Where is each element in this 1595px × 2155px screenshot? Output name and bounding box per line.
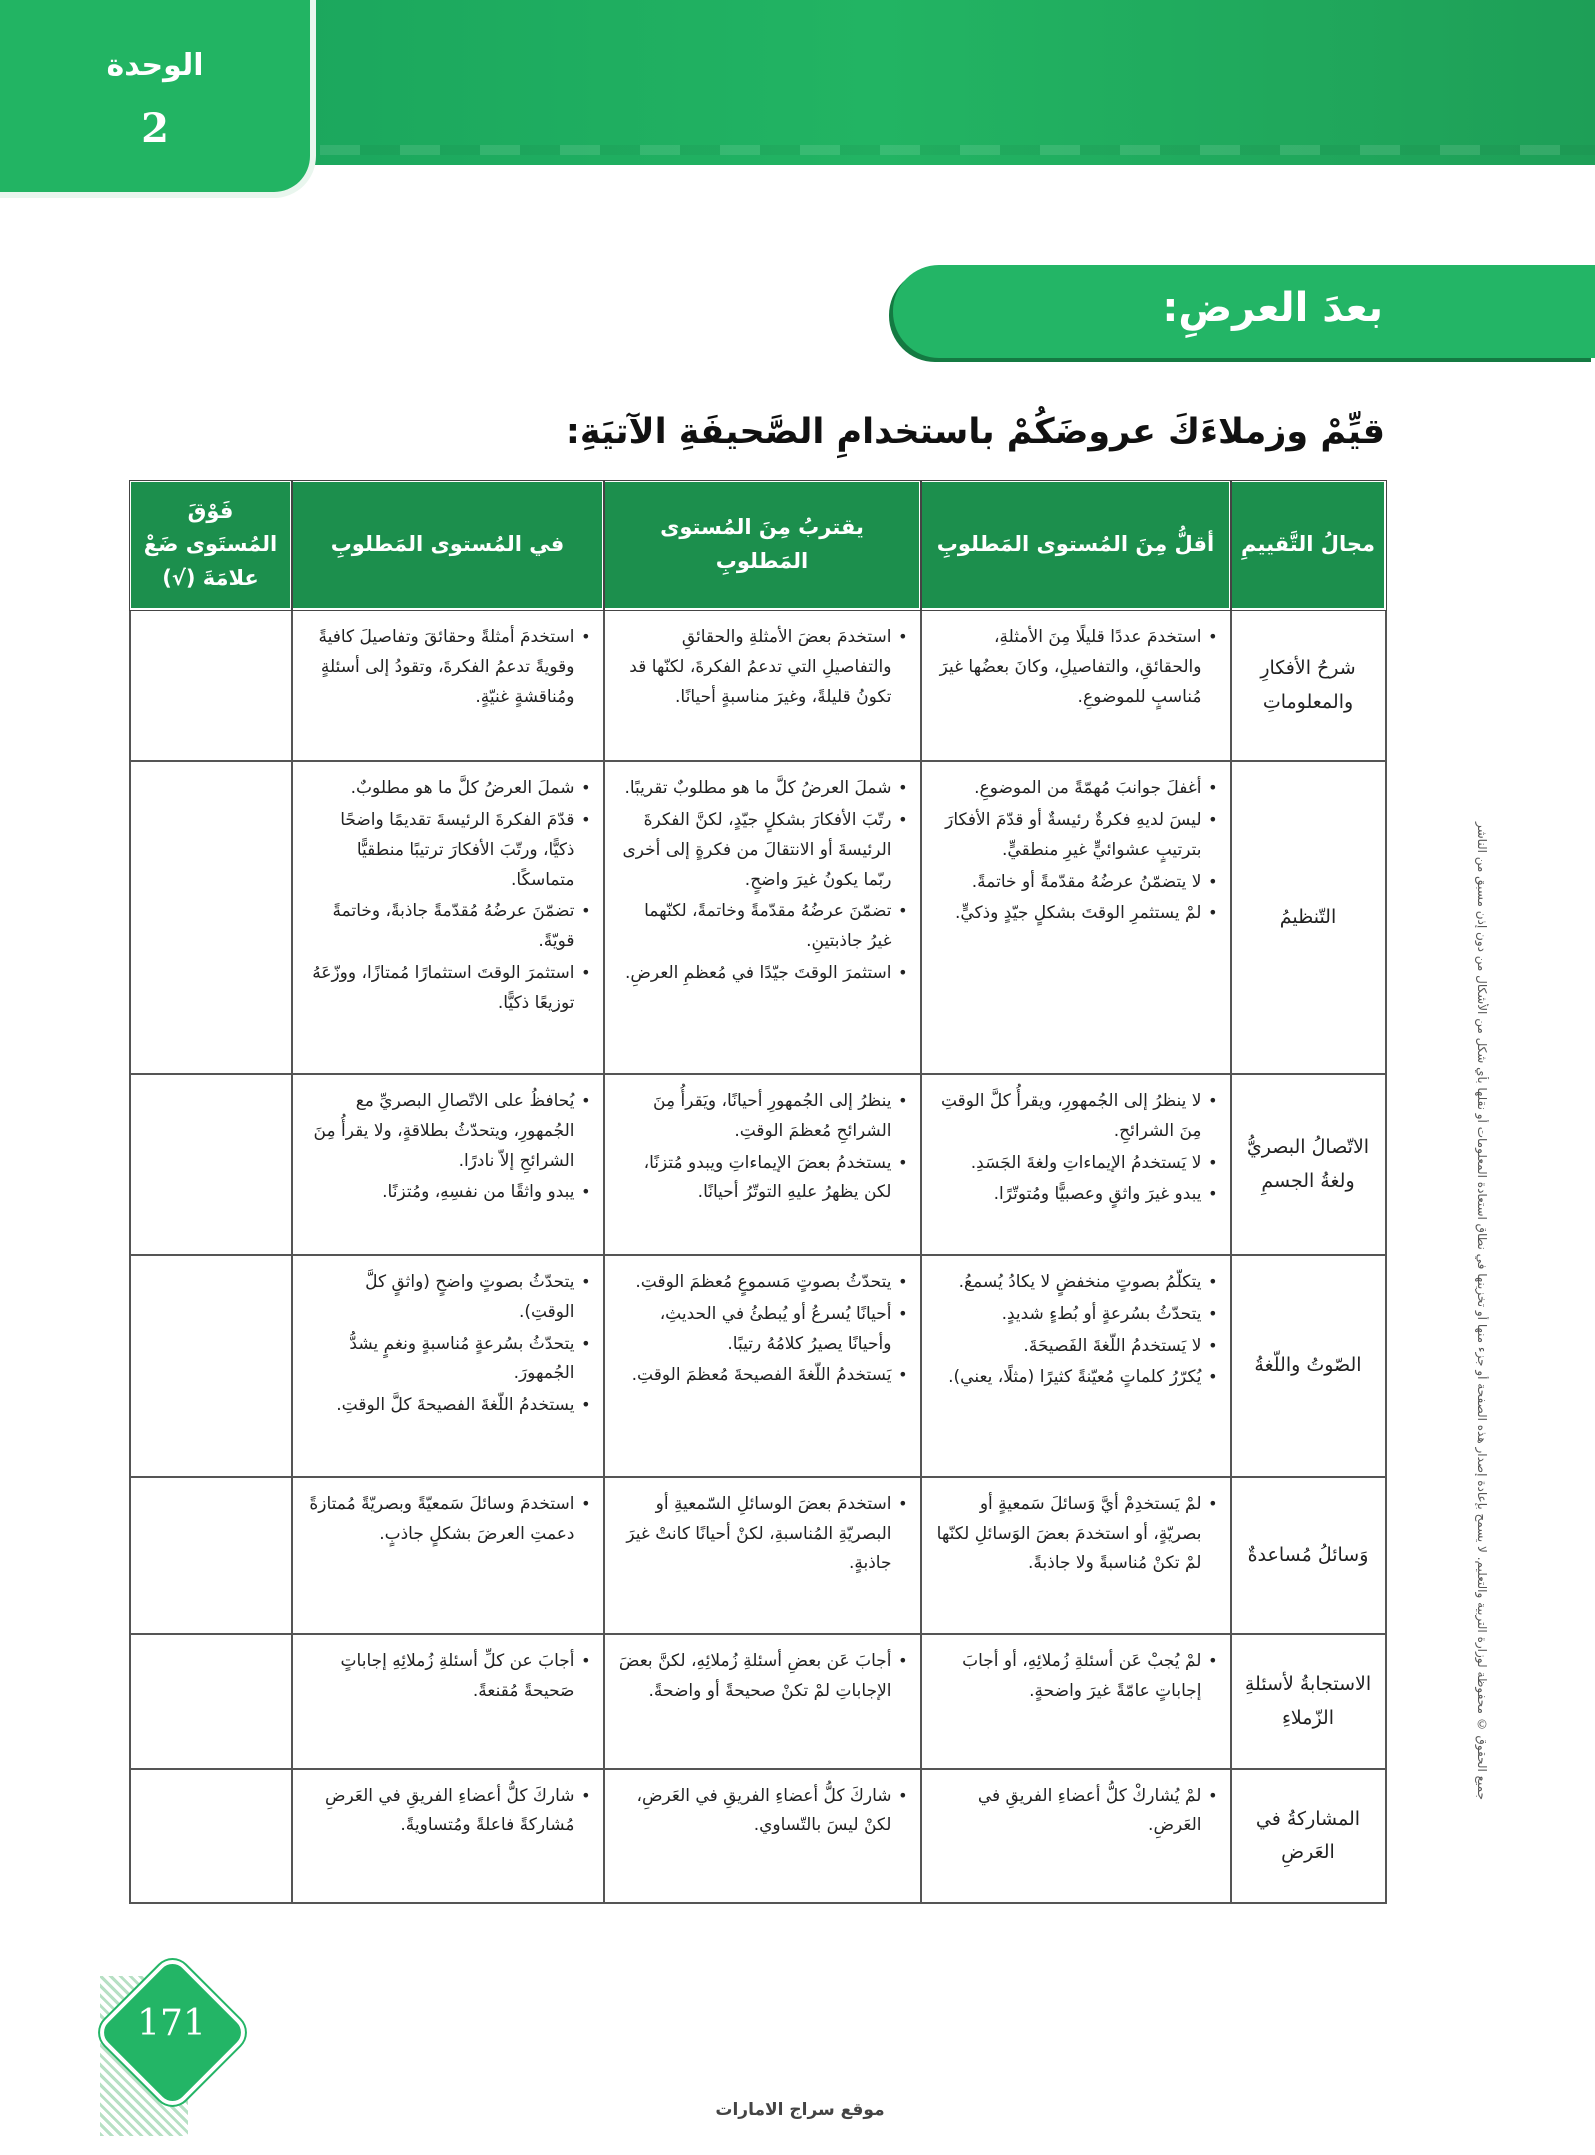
header-stripes: [320, 145, 1595, 155]
criteria-list: [617, 1782, 908, 1842]
criteria-item: • استخدمَ أمثلةً وحقائقَ وتفاصيلَ كافيةً وقويةً تدعمُ الفكرةَ، وتقودُ إلى أسئلةٍ ومُناقشةٍ غنيّةٍ.: [305, 623, 575, 712]
criteria-cell-below: [921, 610, 1231, 762]
criteria-item: • ليسَ لديهِ فكرةٌ رئيسةٌ أو قدّمَ الأفكارَ بترتيبٍ عشوائيٍّ غيرِ منطقيٍّ.: [934, 806, 1202, 866]
criteria-list: [617, 1647, 908, 1707]
criteria-item: • استخدمَ بعضَ الأمثلةِ والحقائقِ والتفاصيلِ التي تدعمُ الفكرةَ، لكنّها قد تكونُ قليلةً، وغيرَ مناسبةٍ أحيانًا.: [617, 623, 892, 712]
criteria-list: [617, 774, 908, 988]
criteria-item: • يبدو واثقًا من نفسِهِ، ومُتزنًا.: [305, 1178, 575, 1208]
criteria-list: [934, 1087, 1218, 1210]
criteria-item: • شاركَ كلُّ أعضاءِ الفريقِ في العَرضِ مُشاركةً فاعلةً ومُتساويةً.: [305, 1782, 575, 1842]
unit-label: الوحدة: [106, 48, 204, 83]
criteria-list: [617, 1490, 908, 1579]
table-row: [130, 1634, 1386, 1768]
criteria-cell-at: [292, 1634, 604, 1768]
checkmark-cell[interactable]: [130, 1769, 292, 1903]
domain-cell: وَسائلُ مُساعدةٌ: [1231, 1477, 1386, 1635]
header-above: فَوْقَ المُستَوى ضَعْ علامَةَ (√): [130, 481, 292, 610]
criteria-list: [617, 1087, 908, 1208]
criteria-cell-at: [292, 1477, 604, 1635]
criteria-list: [305, 1782, 591, 1842]
instruction-heading: قيِّمْ وزملاءَكَ عروضَكُمْ باستخدامِ الصَّحيفَةِ الآتيَةِ:: [565, 412, 1385, 452]
criteria-cell-near: [604, 1477, 921, 1635]
domain-cell: الاتّصالُ البصريُّ ولغةُ الجسمِ: [1231, 1074, 1386, 1255]
criteria-item: • يُحافظُ على الاتّصالِ البصريِّ مع الجُمهورِ، ويتحدّثُ بطلاقةٍ، ولا يقرأُ مِنَ الشرائحِ إلاّ نادرًا.: [305, 1087, 575, 1176]
criteria-item: • أغفلَ جوانبَ مُهمّةً من الموضوعِ.: [934, 774, 1202, 804]
criteria-item: • لمْ يُجبْ عَن أسئلةِ زُملائِهِ، أو أجابَ إجاباتٍ عامّةً غيرَ واضحةٍ.: [934, 1647, 1202, 1707]
criteria-item: • لا يَستخدمُ الإيماءاتِ ولغةَ الجَسَدِ.: [934, 1149, 1202, 1179]
criteria-item: • يستخدمُ بعضَ الإيماءاتِ ويبدو مُتزنًا، لكن يظهرُ عليهِ التوتّرُ أحيانًا.: [617, 1149, 892, 1209]
criteria-cell-near: [604, 1769, 921, 1903]
domain-cell: الاستجابةُ لأسئلةِ الزّملاءِ: [1231, 1634, 1386, 1768]
criteria-item: • شملَ العرضُ كلَّ ما هو مطلوبٌ.: [305, 774, 575, 804]
section-banner: [893, 265, 1595, 358]
criteria-item: • قدّمَ الفكرةَ الرئيسةَ تقديمًا واضحًا ذكيًّا، ورتّبَ الأفكارَ ترتيبًا منطقيًّا متماسكًا.: [305, 806, 575, 895]
criteria-list: [934, 1647, 1218, 1707]
criteria-item: • ينظرُ إلى الجُمهورِ أحيانًا، ويَقرأُ مِنَ الشرائحِ مُعظمَ الوقتِ.: [617, 1087, 892, 1147]
criteria-cell-near: [604, 1255, 921, 1477]
checkmark-cell[interactable]: [130, 610, 292, 762]
checkmark-cell[interactable]: [130, 761, 292, 1074]
table-row: [130, 1255, 1386, 1477]
criteria-list: [934, 774, 1218, 929]
criteria-list: [617, 1268, 908, 1391]
criteria-item: • تضمّنَ عرضُهُ مقدّمةً وخاتمةً، لكنّهما غيرُ جاذبتينِ.: [617, 897, 892, 957]
criteria-cell-below: [921, 1769, 1231, 1903]
criteria-item: • يَستخدمُ اللّغةَ الفصيحةَ مُعظمَ الوقتِ.: [617, 1361, 892, 1391]
copyright-side-note: جميع الحقوق © محفوظة لوزارة التربية والتعليم. لا يسمح بإعادة إصدار هذه الصفحة أو جزء منها أو تخزينها في نطاق استعادة المعلومات أو نقلها بأي شكل من الأشكال من دون إذن مسبق من الناشر: [1475, 822, 1489, 1800]
criteria-cell-below: [921, 1074, 1231, 1255]
criteria-item: • لا يتضمّنُ عرضُهُ مقدّمةً أو خاتمةً.: [934, 868, 1202, 898]
criteria-item: • استثمرَ الوقتَ جيّدًا في مُعظمِ العرضِ.: [617, 959, 892, 989]
table-row: [130, 1477, 1386, 1635]
criteria-item: • لا يَستخدمُ اللّغةَ الفَصيحَةَ.: [934, 1332, 1202, 1362]
table-row: [130, 761, 1386, 1074]
criteria-cell-below: [921, 761, 1231, 1074]
header-at: في المُستوى المَطلوبِ: [292, 481, 604, 610]
criteria-list: [934, 1268, 1218, 1393]
criteria-item: • أجابَ عَن بعضِ أسئلةِ زُملائِهِ، لكنَّ بعضَ الإجاباتِ لمْ تكنْ صحيحةً أو واضحةً.: [617, 1647, 892, 1707]
criteria-cell-below: [921, 1255, 1231, 1477]
table-row: [130, 1769, 1386, 1903]
criteria-item: • استخدمَ عددًا قليلًا مِنَ الأمثلةِ، والحقائقِ، والتفاصيلِ، وكانَ بعضُها غيرَ مُناسبٍ للموضوعِ.: [934, 623, 1202, 712]
criteria-cell-near: [604, 610, 921, 762]
criteria-item: • أجابَ عن كلِّ أسئلةِ زُملائِهِ إجاباتٍ صَحيحةً مُقنعةً.: [305, 1647, 575, 1707]
criteria-cell-at: [292, 1074, 604, 1255]
criteria-item: • يتحدّثُ بصوتٍ مَسموعٍ مُعظمَ الوقتِ.: [617, 1268, 892, 1298]
criteria-item: • يتحدّثُ بسُرعةٍ مُناسبةٍ ونغمٍ يشدُّ الجُمهورَ.: [305, 1330, 575, 1390]
criteria-cell-near: [604, 1074, 921, 1255]
checkmark-cell[interactable]: [130, 1477, 292, 1635]
criteria-item: • لمْ يستثمرِ الوقتَ بشكلٍ جيّدٍ وذكيٍّ.: [934, 899, 1202, 929]
unit-number: 2: [141, 105, 169, 152]
checkmark-cell[interactable]: [130, 1634, 292, 1768]
criteria-item: • يتكلّمُ بصوتٍ منخفضٍ لا يكادُ يُسمعُ.: [934, 1268, 1202, 1298]
checkmark-cell[interactable]: [130, 1074, 292, 1255]
criteria-item: • استخدمَ وسائلَ سَمعيّةً وبصريّةً مُمتازةً دعمتِ العرضَ بشكلٍ جاذبٍ.: [305, 1490, 575, 1550]
criteria-list: [305, 1490, 591, 1550]
criteria-item: • يتحدّثُ بسُرعةٍ أو بُطءٍ شديدٍ.: [934, 1300, 1202, 1330]
criteria-cell-near: [604, 761, 921, 1074]
criteria-list: [934, 1782, 1218, 1842]
rubric-table: [128, 479, 1387, 1904]
criteria-item: • يتحدّثُ بصوتٍ واضحٍ (واثقٍ كلَّ الوقتِ).: [305, 1268, 575, 1328]
domain-cell: المشاركةُ في العَرضِ: [1231, 1769, 1386, 1903]
criteria-list: [305, 1087, 591, 1208]
criteria-list: [305, 774, 591, 1018]
unit-badge: [0, 0, 310, 192]
criteria-cell-below: [921, 1634, 1231, 1768]
criteria-item: • لمْ يُشاركْ كلُّ أعضاءِ الفريقِ في العَرضِ.: [934, 1782, 1202, 1842]
criteria-cell-near: [604, 1634, 921, 1768]
domain-cell: التّنظيمُ: [1231, 761, 1386, 1074]
criteria-list: [305, 1268, 591, 1421]
criteria-item: • أحيانًا يُسرعُ أو يُبطئُ في الحديثِ، وأحيانًا يصيرُ كلامُهُ رتيبًا.: [617, 1300, 892, 1360]
criteria-cell-at: [292, 1769, 604, 1903]
criteria-item: • استثمرَ الوقتَ استثمارًا مُمتازًا، ووزّعَهُ توزيعًا ذكيًّا.: [305, 959, 575, 1019]
criteria-item: • يبدو غيرَ واثقٍ وعصبيًّا ومُتوتّرًا.: [934, 1180, 1202, 1210]
header-domain: مجالُ التَّقييمِ: [1231, 481, 1386, 610]
criteria-list: [934, 623, 1218, 712]
criteria-cell-at: [292, 610, 604, 762]
rubric-body: [130, 610, 1386, 1904]
table-header-row: [130, 481, 1386, 610]
table-row: [130, 610, 1386, 762]
criteria-cell-below: [921, 1477, 1231, 1635]
criteria-item: • استخدمَ بعضَ الوسائلِ السّمعيةِ أو البصريّةِ المُناسبةِ، لكنْ أحيانًا كانتْ غيرَ جاذبةٍ.: [617, 1490, 892, 1579]
criteria-item: • لمْ يَستخدِمْ أيَّ وَسائلَ سَمعيةٍ أو بصريّةٍ، أو استخدمَ بعضَ الوَسائلِ لكنّها لمْ تكنْ مُناسبةً ولا جاذبةً.: [934, 1490, 1202, 1579]
criteria-cell-at: [292, 1255, 604, 1477]
page-number: 171: [137, 2003, 206, 2044]
domain-cell: الصّوتُ واللّغةُ: [1231, 1255, 1386, 1477]
footer-text: موقع سراج الامارات: [715, 2100, 885, 2120]
checkmark-cell[interactable]: [130, 1255, 292, 1477]
criteria-item: • تضمّنَ عرضُهُ مُقدّمةً جاذبةً، وخاتمةً قويّةً.: [305, 897, 575, 957]
criteria-item: • شملَ العرضُ كلَّ ما هو مطلوبٌ تقريبًا.: [617, 774, 892, 804]
domain-cell: شرحُ الأفكارِ والمعلوماتِ: [1231, 610, 1386, 762]
criteria-list: [617, 623, 908, 712]
criteria-item: • يستخدمُ اللّغةَ الفصيحةَ كلَّ الوقتِ.: [305, 1391, 575, 1421]
header-below: أقلُّ مِنَ المُستوى المَطلوبِ: [921, 481, 1231, 610]
header-near: يقتربُ مِنَ المُستوى المَطلوبِ: [604, 481, 921, 610]
criteria-item: • يُكرّرُ كلماتٍ مُعيّنةً كثيرًا (مثلًا، يعني).: [934, 1363, 1202, 1393]
criteria-item: • شاركَ كلُّ أعضاءِ الفريقِ في العَرضِ، لكنْ ليسَ بالتّساوي.: [617, 1782, 892, 1842]
table-row: [130, 1074, 1386, 1255]
section-title: بعدَ العرضِ:: [1162, 285, 1383, 331]
criteria-list: [934, 1490, 1218, 1579]
criteria-item: • رتّبَ الأفكارَ بشكلٍ جيّدٍ، لكنَّ الفكرةَ الرئيسةَ أو الانتقالَ من فكرةٍ إلى أخرى ربّما يكونُ غيرَ واضحٍ.: [617, 806, 892, 895]
criteria-cell-at: [292, 761, 604, 1074]
criteria-item: • لا ينظرُ إلى الجُمهورِ، ويقرأُ كلَّ الوقتِ مِنَ الشرائحِ.: [934, 1087, 1202, 1147]
criteria-list: [305, 623, 591, 712]
criteria-list: [305, 1647, 591, 1707]
